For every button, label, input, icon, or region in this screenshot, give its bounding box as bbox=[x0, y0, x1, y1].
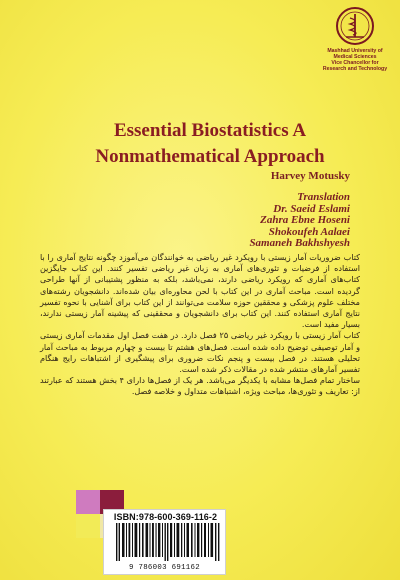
barcode-icon bbox=[116, 523, 220, 561]
color-swatch-yellow bbox=[76, 514, 100, 538]
translator-name: Samaneh Bakhshyesh bbox=[249, 237, 350, 249]
author-name: Harvey Motusky bbox=[270, 170, 350, 182]
barcode-digits: 9 786003 691162 bbox=[128, 564, 201, 572]
logo-line-4: Research and Technology bbox=[322, 66, 388, 72]
translator-name: Zahra Ebne Hoseni bbox=[260, 214, 350, 226]
university-logo bbox=[316, 6, 394, 92]
book-title: Essential Biostatistics A Nonmathematical Approach bbox=[95, 120, 325, 167]
color-swatch-pink bbox=[76, 490, 100, 514]
logo-line-2: Medical Sciences bbox=[333, 54, 377, 60]
logo-line-3: Vice Chancellor for bbox=[331, 60, 379, 66]
translation-credits bbox=[150, 192, 350, 250]
description-paragraph: کتاب ضروریات آمار زیستی با رویکرد غیر ریاضی به خوانندگان می‌آموزد چگونه نتایج آماری را با استفاده از فرضیات و تئوری‌های آماری به زبان غیر ریاضی تفسیر کنند. این کتاب جایگزین کتاب‌های آماری که رویکرد ریاضی دارند، نمی‌باشد، بلکه به منظور پشتیبانی از آنها طراحی گردیده است. مباحث آماری در این کتاب با لحن محاوره‌ای بیان شده‌اند. دانشجویان رشته‌های مختلف علوم پزشکی و محققین حوزه سلامت می‌توانند از این کتاب برای آشنایی با نحوه تفسیر نتایج آماری استفاده کنند. این کتاب برای دانشجویان و محققینی که پیشینه آمار زیستی ندارند، بسیار مفید است. bbox=[40, 252, 360, 330]
translator-name: Shokoufeh Aalaei bbox=[268, 225, 350, 238]
logo-line-1: Mashhad University of bbox=[327, 48, 383, 54]
description-paragraph: کتاب آمار زیستی با رویکرد غیر ریاضی ۲۵ فصل دارد. در هفت فصل اول مقدمات آماری زیستی و آمار توصیفی توضیح داده شده است. فصل‌های هشتم تا بیست و چهارم مربوط به مباحث آمار تحلیلی هستند. در فصل بیست و پنجم نکات ضروری برای پیشگیری از اشتباهات رایج هنگام تفسیر آمارهای منتشر شده در مقالات ذکر شده است. bbox=[40, 330, 361, 375]
description-paragraph: ساختار تمام فصل‌ها مشابه با یکدیگر می‌باشد. هر یک از فصل‌ها دارای ۴ بخش هستند که عبارتند از: تعاریف و تئوری‌ها، مباحث ویژه، اشتباهات متداول و خلاصه فصل. bbox=[40, 375, 360, 397]
isbn-label: ISBN:978-600-369-116-2 bbox=[113, 512, 218, 522]
isbn-barcode bbox=[103, 509, 226, 575]
translation-heading: Translation bbox=[297, 191, 350, 203]
translator-name: Dr. Saeid Eslami bbox=[273, 202, 350, 215]
university-emblem-icon bbox=[335, 6, 375, 46]
book-description bbox=[40, 252, 360, 398]
